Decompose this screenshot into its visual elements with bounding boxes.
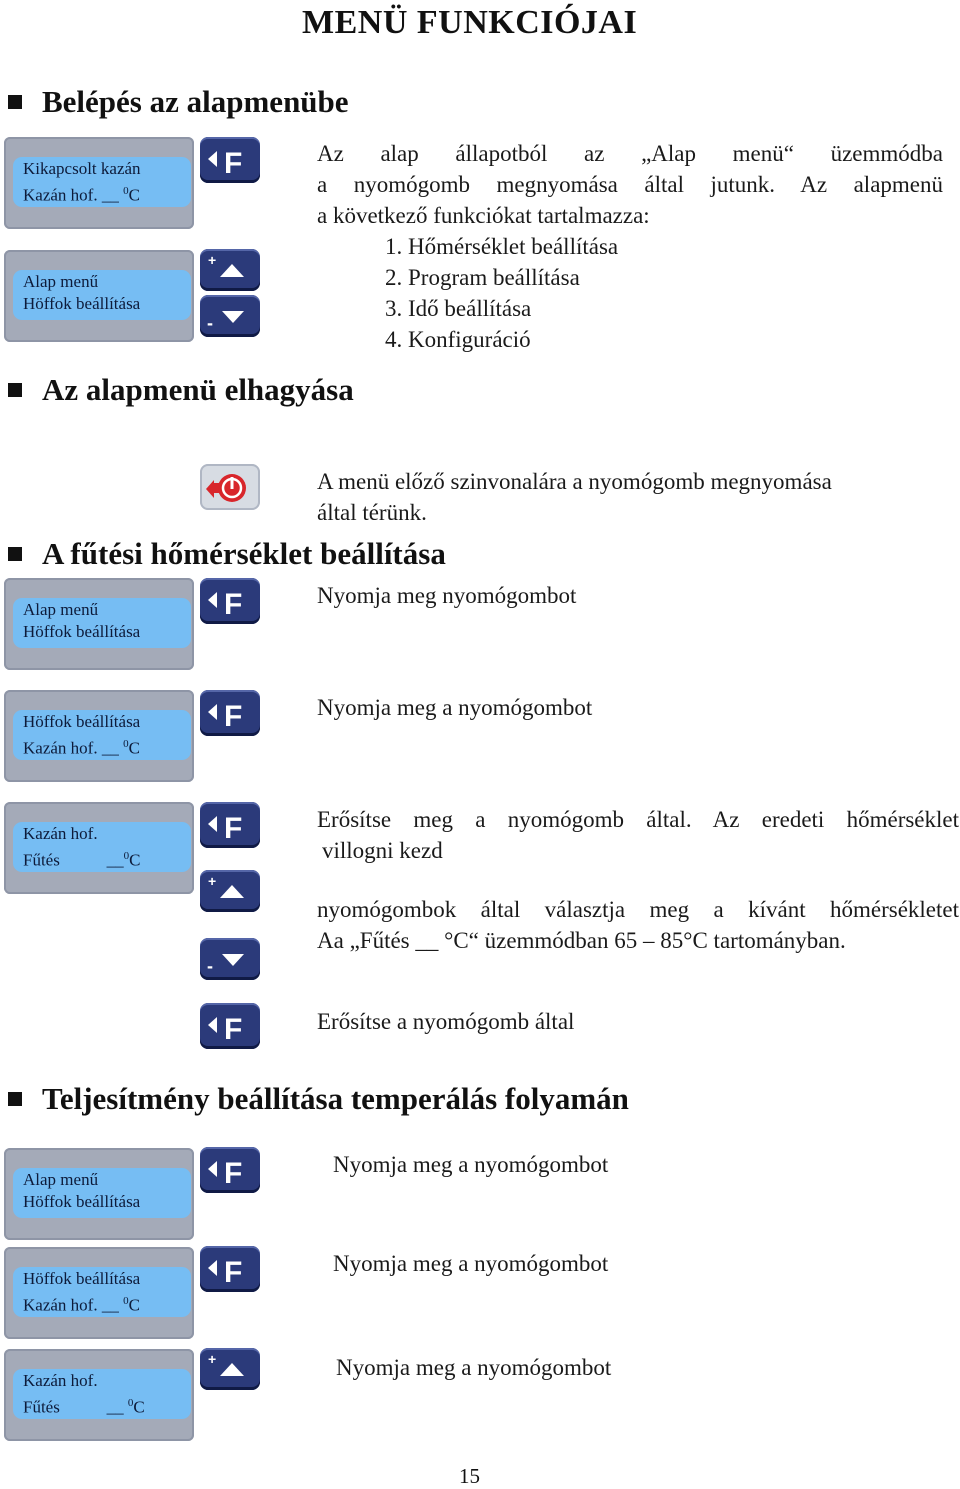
lcd-line: Höffok beállítása [23, 294, 141, 313]
svg-text:F: F [224, 1157, 243, 1190]
svg-text:+: + [208, 1351, 217, 1367]
list-item: 3. Idő beállítása [385, 296, 532, 321]
f-button[interactable] [200, 1147, 260, 1193]
plus-button[interactable] [200, 249, 260, 291]
lcd-line [23, 733, 191, 760]
exit-line: által térünk. [317, 500, 427, 525]
minus-button[interactable] [200, 295, 260, 337]
step-text: Nyomja meg nyomógombot [317, 583, 577, 608]
f-button[interactable] [200, 802, 260, 848]
step-line: villogni kezd [322, 838, 443, 863]
heading-teljesitmeny-text: Teljesítmény beállítása temperálás folyamán [42, 1081, 629, 1116]
svg-text:F: F [224, 700, 243, 733]
lcd-display [4, 1349, 194, 1441]
degree-superscript: 0 [123, 1295, 129, 1307]
page-number: 15 [459, 1464, 480, 1488]
lcd-display [4, 802, 194, 894]
minus-button[interactable] [200, 938, 260, 980]
intro-line: a következő funkciókat tartalmazza: [317, 203, 650, 228]
lcd-text: Kazán hof. __ [23, 1295, 124, 1315]
plus-button[interactable] [200, 870, 260, 912]
down-arrow-icon [200, 295, 260, 337]
f-key-icon [200, 802, 260, 848]
intro-line: a nyomógomb megnyomása által jutunk. Az alapmenü [317, 172, 943, 197]
lcd-screen [13, 710, 191, 760]
heading-futesi [8, 536, 446, 572]
lcd-screen [13, 1168, 191, 1218]
f-button[interactable] [200, 1246, 260, 1292]
heading-elhagyas-text: Az alapmenü elhagyása [42, 372, 354, 407]
lcd-line: Höffok beállítása [23, 622, 141, 641]
f-key-icon [200, 137, 260, 183]
lcd-unit: C [128, 738, 140, 758]
lcd-line: Höffok beállítása [23, 712, 141, 731]
bullet-icon [8, 1092, 22, 1106]
plus-label: + [208, 252, 217, 268]
lcd-line [23, 180, 191, 207]
lcd-line: Höffok beállítása [23, 1192, 141, 1211]
lcd-screen [13, 822, 191, 872]
lcd-line: Höffok beállítása [23, 1269, 141, 1288]
bullet-icon [8, 95, 22, 109]
lcd-unit: C [128, 185, 140, 205]
step-text: Nyomja meg a nyomógombot [333, 1152, 609, 1177]
heading-belepes [8, 84, 349, 120]
degree-superscript: 0 [123, 185, 129, 197]
f-key-icon [200, 578, 260, 624]
up-arrow-icon [200, 1348, 260, 1390]
heading-teljesitmeny [8, 1081, 629, 1117]
lcd-line: Kikapcsolt kazán [23, 159, 141, 178]
lcd-unit: C [133, 1397, 145, 1417]
f-key-icon [200, 1147, 260, 1193]
lcd-display [4, 250, 194, 342]
up-arrow-icon [200, 870, 260, 912]
intro-line: Az alap állapotból az „Alap menü“ üzemmódba [317, 141, 943, 166]
step-text: Nyomja meg a nyomógombot [317, 695, 593, 720]
lcd-unit: C [129, 850, 141, 870]
degree-superscript: 0 [123, 850, 130, 862]
f-key-icon [200, 690, 260, 736]
lcd-screen [13, 157, 191, 207]
svg-text:F: F [224, 812, 243, 845]
function-list [385, 231, 618, 355]
exit-line: A menü előző szinvonalára a nyomógomb megnyomása [317, 469, 832, 494]
step-line: nyomógombok által választja meg a kívánt hőmérsékletet [317, 897, 959, 922]
list-item: 1. Hőmérséklet beállítása [385, 234, 619, 259]
lcd-line: Alap menű [23, 1170, 99, 1189]
lcd-line [23, 1290, 191, 1317]
lcd-line: Kazán hof. [23, 1371, 98, 1390]
heading-futesi-text: A fűtési hőmérséklet beállítása [42, 536, 446, 571]
step-line: Aa „Fűtés __ °C“ üzemmódban 65 – 85°C tartományban. [317, 928, 846, 953]
page-title: MENÜ FUNKCIÓJAI [302, 4, 638, 41]
lcd-line: Alap menű [23, 272, 99, 291]
f-key-icon [200, 1003, 260, 1049]
svg-text:-: - [207, 956, 213, 976]
lcd-display [4, 690, 194, 782]
lcd-screen [13, 598, 191, 648]
exit-button[interactable] [200, 464, 260, 510]
lcd-line [23, 845, 191, 872]
lcd-text: Kazán hof. __ [23, 738, 124, 758]
lcd-line: Kazán hof. [23, 824, 98, 843]
down-arrow-icon [200, 938, 260, 980]
lcd-screen [13, 1267, 191, 1317]
lcd-display [4, 137, 194, 229]
step-text: Nyomja meg a nyomógombot [336, 1355, 612, 1380]
up-arrow-icon [200, 249, 260, 291]
lcd-text: Fűtés __ [23, 1397, 128, 1417]
f-button[interactable] [200, 137, 260, 183]
lcd-display [4, 1247, 194, 1339]
power-icon [200, 464, 260, 510]
plus-button[interactable] [200, 1348, 260, 1390]
f-key-icon [200, 1246, 260, 1292]
f-button[interactable] [200, 1003, 260, 1049]
lcd-unit: C [128, 1295, 140, 1315]
f-key-label: F [224, 147, 243, 180]
lcd-text: Kazán hof. __ [23, 185, 124, 205]
list-item: 2. Program beállítása [385, 265, 580, 290]
svg-text:F: F [224, 1013, 243, 1046]
f-button[interactable] [200, 578, 260, 624]
bullet-icon [8, 383, 22, 397]
lcd-line [23, 1392, 191, 1419]
svg-text:+: + [208, 873, 217, 889]
lcd-line: Alap menű [23, 600, 99, 619]
list-item: 4. Konfiguráció [385, 327, 531, 352]
f-button[interactable] [200, 690, 260, 736]
lcd-display [4, 578, 194, 670]
step-paragraph [317, 894, 959, 956]
lcd-screen [13, 1369, 191, 1419]
minus-label: - [207, 313, 213, 333]
heading-belepes-text: Belépés az alapmenübe [42, 84, 349, 119]
lcd-text: Fűtés __ [23, 850, 124, 870]
lcd-display [4, 1148, 194, 1240]
heading-elhagyas [8, 372, 354, 408]
step-line: Erősítse meg a nyomógomb által. Az eredeti hőmérséklet [317, 807, 959, 832]
svg-text:F: F [224, 588, 243, 621]
step-text: Erősítse a nyomógomb által [317, 1009, 575, 1034]
degree-superscript: 0 [127, 1397, 134, 1409]
intro-paragraph [317, 138, 943, 231]
step-paragraph [317, 804, 959, 866]
lcd-screen [13, 270, 191, 320]
degree-superscript: 0 [123, 738, 129, 750]
svg-text:F: F [224, 1256, 243, 1289]
bullet-icon [8, 547, 22, 561]
exit-paragraph [317, 466, 832, 528]
step-text: Nyomja meg a nyomógombot [333, 1251, 609, 1276]
